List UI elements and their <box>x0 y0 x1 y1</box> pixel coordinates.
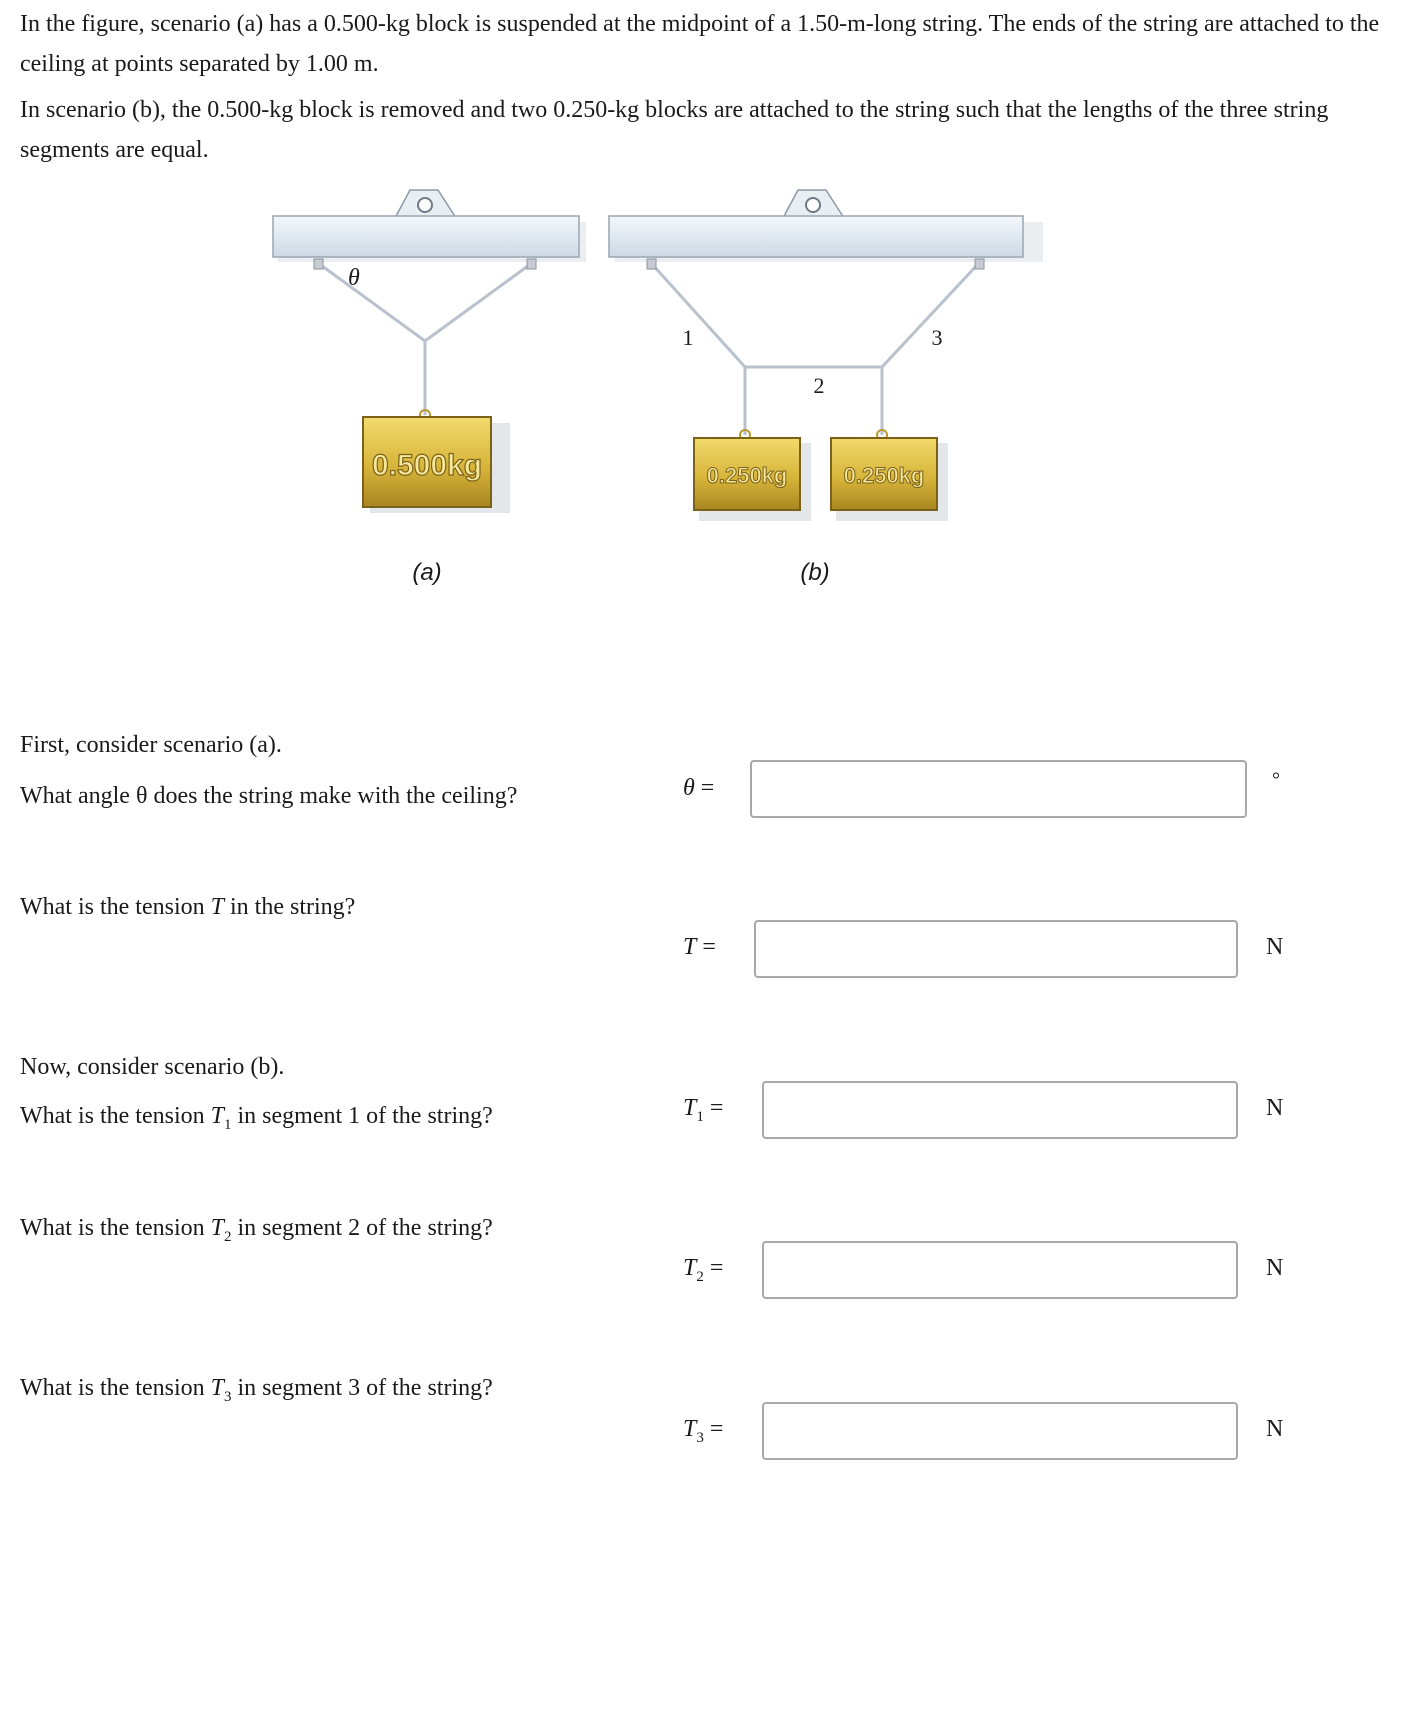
ceiling-beam-b <box>609 216 1023 257</box>
T3-unit: N <box>1266 1416 1284 1442</box>
string-b <box>651 263 979 367</box>
T3-eq-label <box>683 1413 723 1454</box>
question-T1-post: in segment 1 of the string? <box>231 1103 493 1129</box>
T2-var: T <box>683 1255 697 1281</box>
question-T2-post: in segment 2 of the string? <box>231 1215 493 1241</box>
ring-a <box>418 198 432 212</box>
ceiling-beam-a <box>273 216 579 257</box>
figure-svg <box>270 185 1070 655</box>
T1-unit: N <box>1266 1095 1284 1121</box>
scenario-a <box>273 190 586 586</box>
question-T3-sub: 3 <box>224 1388 232 1405</box>
theta-eq-label <box>683 772 714 804</box>
question-T2-pre: What is the tension <box>20 1215 211 1241</box>
theta-var: θ <box>683 775 695 801</box>
segment-2-label: 2 <box>813 373 825 398</box>
caption-b: (b) <box>800 559 830 586</box>
block-b1-label: 0.250kg <box>706 463 788 488</box>
block-a-label: 0.500kg <box>371 449 483 482</box>
question-T <box>20 891 355 923</box>
T2-sub: 2 <box>696 1268 704 1285</box>
segment-1-label: 1 <box>682 325 694 350</box>
degree-unit: ° <box>1272 769 1280 791</box>
section-b-heading: Now, consider scenario (b). <box>20 1054 285 1080</box>
question-T-pre: What is the tension <box>20 894 211 920</box>
T1-eq: = <box>709 1095 724 1121</box>
question-T2-var: T <box>210 1215 224 1241</box>
T2-unit: N <box>1266 1255 1284 1281</box>
block-b2-label: 0.250kg <box>843 463 925 488</box>
question-T3-post: in segment 3 of the string? <box>231 1375 493 1401</box>
ring-b <box>806 198 820 212</box>
question-T2-sub: 2 <box>224 1228 232 1245</box>
segment-3-label: 3 <box>931 325 943 350</box>
question-T3-pre: What is the tension <box>20 1375 211 1401</box>
T3-eq: = <box>709 1416 724 1442</box>
T-eq-label <box>683 931 716 963</box>
T-unit: N <box>1266 934 1284 960</box>
anchor-right-b <box>975 259 984 269</box>
question-T2 <box>20 1212 493 1253</box>
scenario-b <box>609 190 1043 586</box>
question-T1-pre: What is the tension <box>20 1103 211 1129</box>
question-T-var: T <box>210 894 224 920</box>
theta-eq: = <box>700 775 715 801</box>
section-a-heading: First, consider scenario (a). <box>20 732 282 758</box>
question-T1-sub: 1 <box>224 1116 232 1133</box>
question-T-post: in the string? <box>224 894 356 920</box>
anchor-left-a <box>314 259 323 269</box>
T3-input[interactable] <box>762 1402 1238 1460</box>
T3-var: T <box>683 1416 697 1442</box>
question-T3-var: T <box>210 1375 224 1401</box>
T3-sub: 3 <box>696 1429 704 1446</box>
T1-input[interactable] <box>762 1081 1238 1139</box>
question-T1-var: T <box>210 1103 224 1129</box>
T-eq: = <box>702 934 716 960</box>
T1-eq-label <box>683 1092 723 1133</box>
T1-sub: 1 <box>696 1108 704 1125</box>
theta-input[interactable] <box>750 760 1247 818</box>
T1-var: T <box>683 1095 697 1121</box>
figure <box>270 185 1070 660</box>
T2-input[interactable] <box>762 1241 1238 1299</box>
T2-eq: = <box>709 1255 724 1281</box>
question-T3 <box>20 1372 493 1413</box>
caption-a: (a) <box>412 559 442 586</box>
intro-paragraph-2: In scenario (b), the 0.500-kg block is removed and two 0.250-kg blocks are attached to the string such that the lengths of the three string segments are equal. <box>20 97 1329 163</box>
intro-paragraph-1: In the figure, scenario (a) has a 0.500-kg block is suspended at the midpoint of a 1.50-m-long string. The ends of the string are attached to the ceiling at points separated by 1.00 m. <box>20 11 1380 77</box>
question-theta: What angle θ does the string make with the ceiling? <box>20 783 518 809</box>
anchor-left-b <box>647 259 656 269</box>
question-T1 <box>20 1100 493 1141</box>
T-var: T <box>683 934 697 960</box>
anchor-right-a <box>527 259 536 269</box>
T-input[interactable] <box>754 920 1238 978</box>
T2-eq-label <box>683 1252 723 1293</box>
theta-label: θ <box>348 265 360 291</box>
